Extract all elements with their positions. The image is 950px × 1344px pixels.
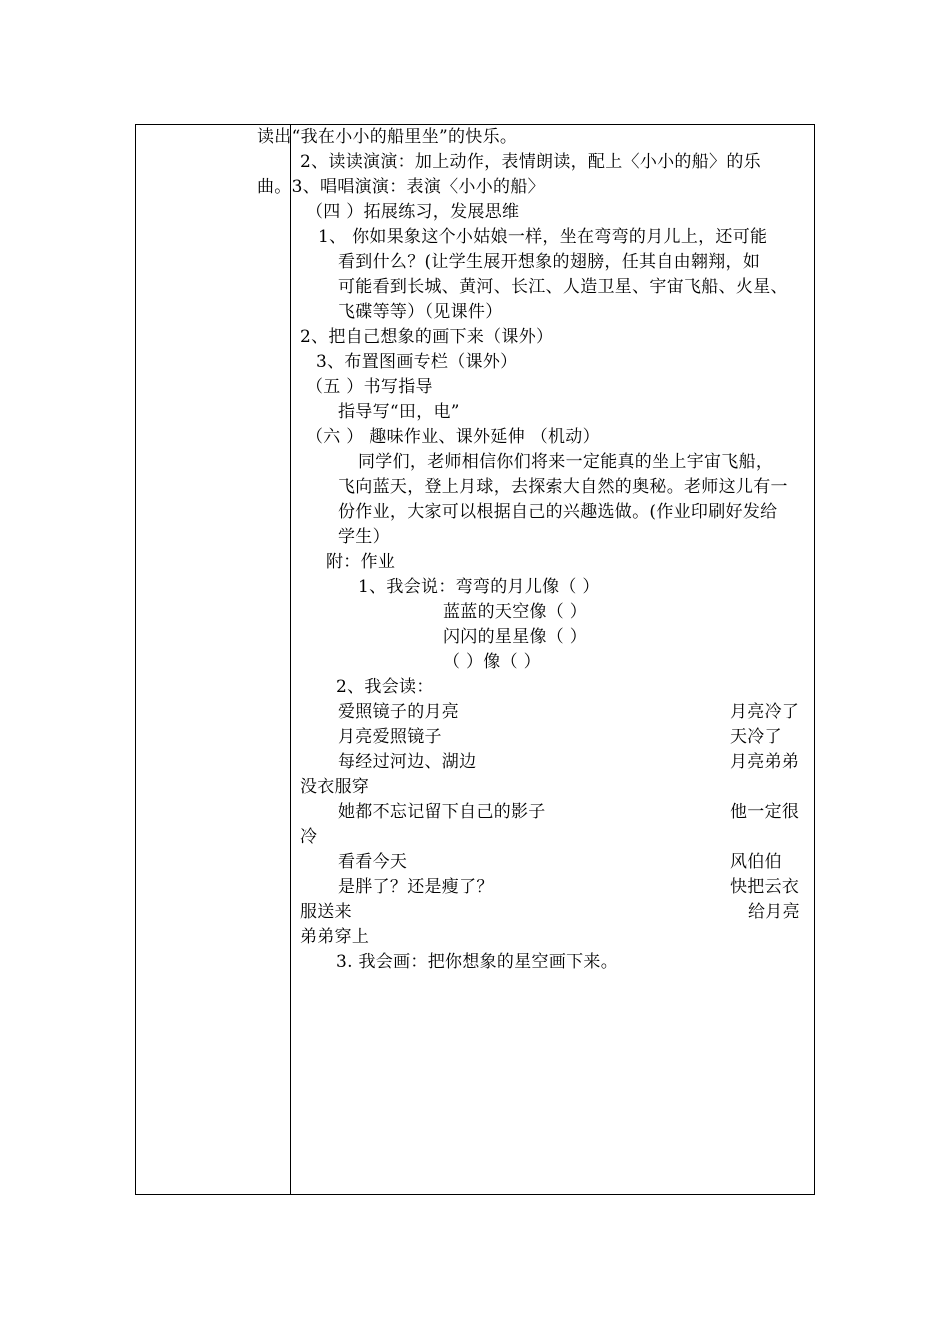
text-line: 飞碟等等）（见课件） — [338, 302, 503, 322]
section-heading: （五 ）书写指导 — [306, 377, 433, 397]
text-line: 2、把自己想象的画下来（课外） — [300, 327, 554, 347]
section-heading: （六 ） 趣味作业、课外延伸 （机动） — [306, 427, 600, 447]
text-line: 可能看到长城、黄河、长江、人造卫星、宇宙飞船、火星、 — [338, 277, 788, 297]
poem-line: 服送来 — [300, 902, 352, 922]
poem-line: 看看今天 — [338, 852, 408, 872]
poem-line: 天冷了 — [730, 727, 782, 747]
text-line: 份作业，大家可以根据自己的兴趣选做。(作业印刷好发给 — [338, 502, 778, 522]
poem-line: 爱照镜子的月亮 — [338, 702, 460, 722]
text-line: 闪闪的星星像（ ） — [443, 627, 588, 647]
poem-line: 冷 — [300, 827, 318, 847]
text-line: 2、读读演演：加上动作，表情朗读，配上〈小小的船〉的乐 — [300, 152, 761, 172]
poem-line: 她都不忘记留下自己的影子 — [338, 802, 546, 822]
poem-line: 是胖了？还是瘦了？ — [338, 877, 494, 897]
text-line: （ ）像（ ） — [443, 652, 541, 672]
text-line: 蓝蓝的天空像（ ） — [443, 602, 588, 622]
text-line: 学生） — [338, 527, 390, 547]
text-line: 曲。3、唱唱演演：表演〈小小的船〉 — [257, 177, 545, 197]
poem-line: 没衣服穿 — [300, 777, 370, 797]
text-line: 3. 我会画：把你想象的星空画下来。 — [336, 952, 619, 972]
poem-line: 风伯伯 — [730, 852, 782, 872]
text-line: 读出“我在小小的船里坐”的快乐。 — [257, 127, 518, 147]
poem-line: 弟弟穿上 — [300, 927, 370, 947]
poem-line: 月亮冷了 — [730, 702, 800, 722]
poem-line: 他一定很 — [730, 802, 800, 822]
poem-line: 快把云衣 — [730, 877, 800, 897]
text-line: 1、我会说：弯弯的月儿像（ ） — [358, 577, 600, 597]
poem-line: 每经过河边、湖边 — [338, 752, 477, 772]
text-line: 看到什么？(让学生展开想象的翅膀，任其自由翱翔，如 — [338, 252, 761, 272]
poem-line: 给月亮 — [748, 902, 800, 922]
text-line: 指导写“田，电” — [338, 402, 460, 422]
table-column-divider — [290, 124, 291, 1195]
poem-line: 月亮弟弟 — [730, 752, 800, 772]
section-heading: （四 ）拓展练习，发展思维 — [306, 202, 520, 222]
text-line: 同学们，老师相信你们将来一定能真的坐上宇宙飞船， — [358, 452, 774, 472]
text-line: 1、 你如果象这个小姑娘一样，坐在弯弯的月儿上，还可能 — [318, 227, 768, 247]
text-line: 3、布置图画专栏（课外） — [316, 352, 518, 372]
text-line: 飞向蓝天，登上月球，去探索大自然的奥秘。老师这儿有一 — [338, 477, 788, 497]
text-line: 2、我会读： — [336, 677, 434, 697]
text-line: 附：作业 — [326, 552, 396, 572]
poem-line: 月亮爱照镜子 — [338, 727, 442, 747]
